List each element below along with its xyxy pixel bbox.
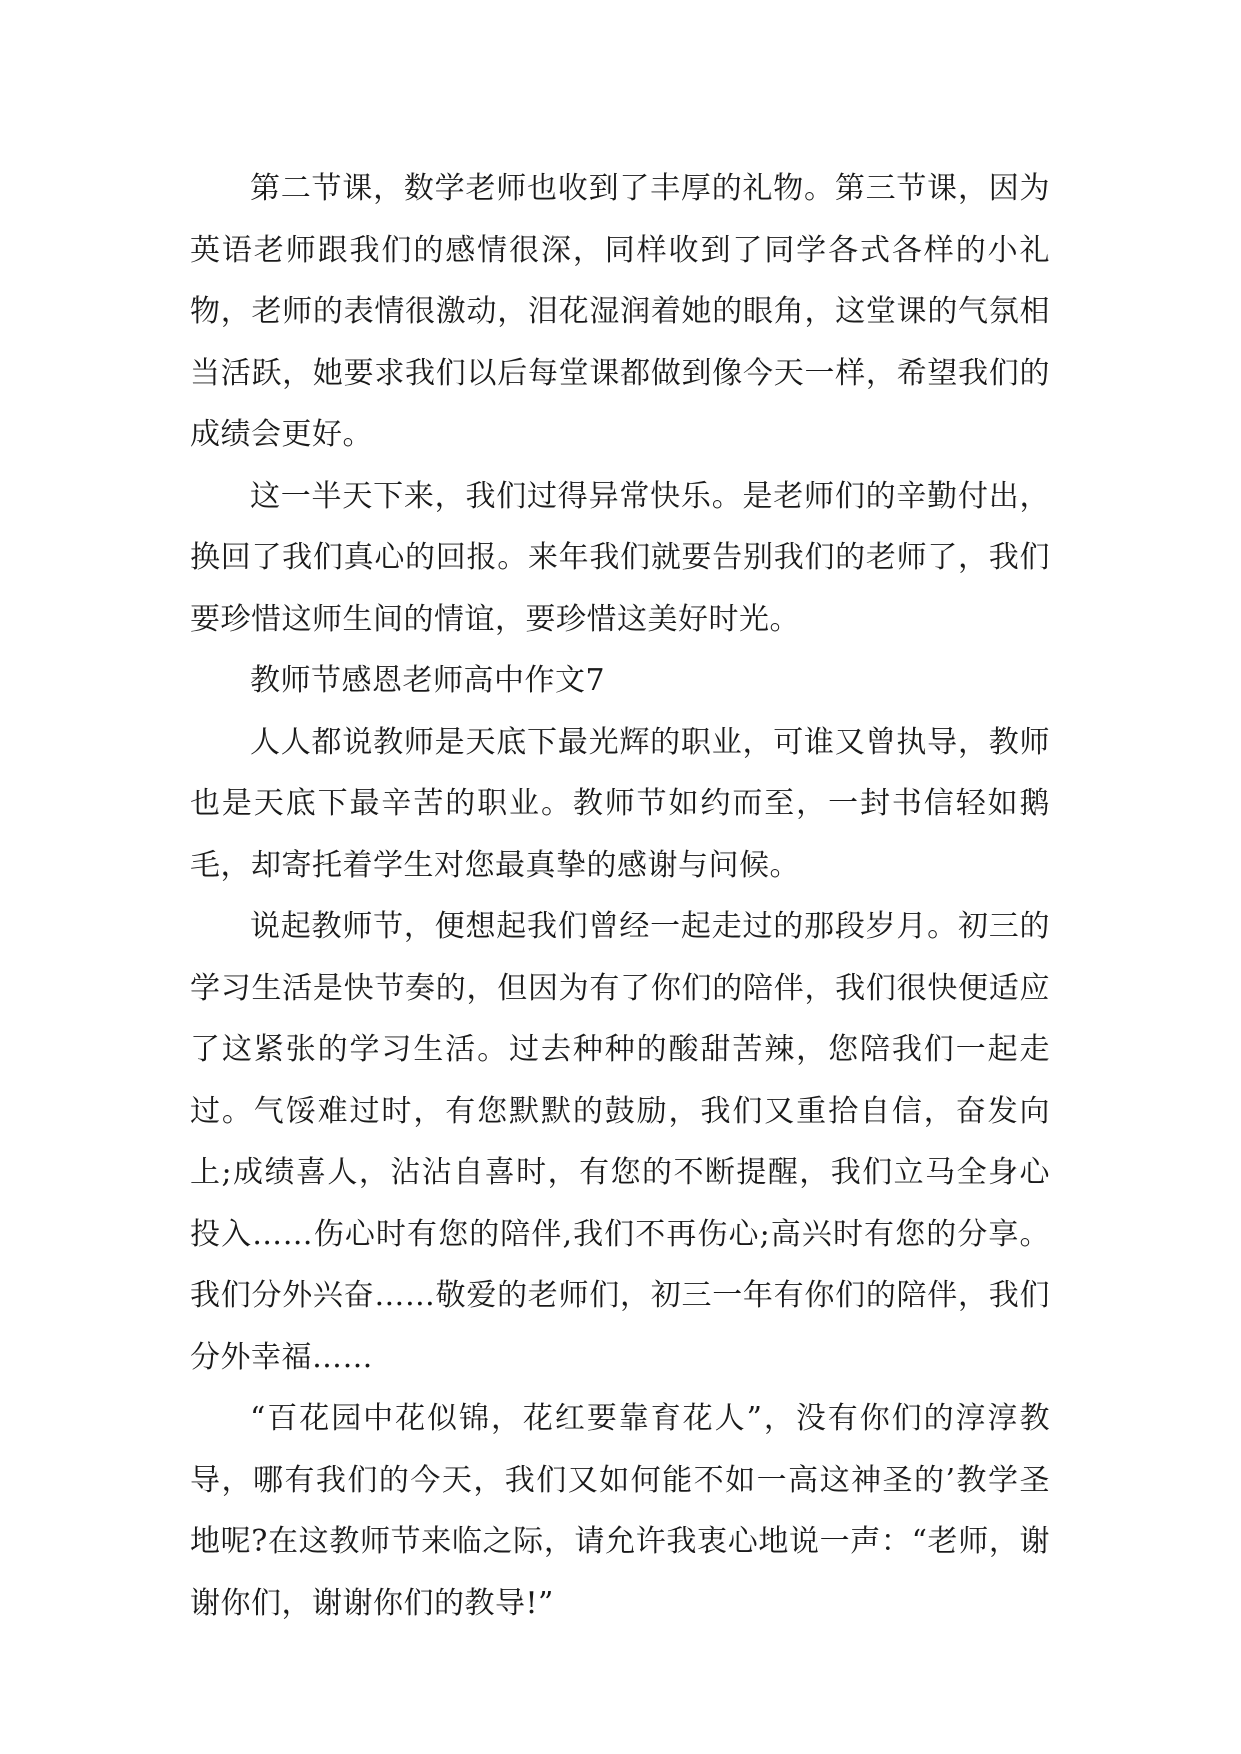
paragraph-memories: 说起教师节，便想起我们曾经一起走过的那段岁月。初三的学习生活是快节奏的，但因为有了你们的陪伴，我们很快便适应了这紧张的学习生活。过去种种的酸甜苦辣，您陪我们一起走过。气馁难过时，有您默默的鼓励，我们又重拾自信，奋发向上;成绩喜人，沾沾自喜时，有您的不断提醒，我们立马全身心投入……伤心时有您的陪伴,我们不再伤心;高兴时有您的分享。我们分外兴奋……敬爱的老师们，初三一年有你们的陪伴，我们分外幸福…… (190, 909, 1050, 1375)
paragraph-noble-profession: 人人都说教师是天底下最光辉的职业，可谁又曾执导，教师也是天底下最辛苦的职业。教师节如约而至，一封书信轻如鹅毛，却寄托着学生对您最真挚的感谢与问候。 (190, 724, 1050, 883)
paragraph-half-day: 这一半天下来，我们过得异常快乐。是老师们的辛勤付出，换回了我们真心的回报。来年我们就要告别我们的老师了，我们要珍惜这师生间的情谊，要珍惜这美好时光。 (190, 478, 1050, 637)
paragraph-gratitude: “百花园中花似锦，花红要靠育花人”，没有你们的淳淳教导，哪有我们的今天，我们又如何能不如一高这神圣的’教学圣地呢?在这教师节来临之际，请允许我衷心地说一声：“老师，谢谢你们，谢谢你们的教导!” (190, 1401, 1050, 1621)
essay-title: 教师节感恩老师高中作文7 (250, 663, 606, 698)
paragraph-second-class: 第二节课，数学老师也收到了丰厚的礼物。第三节课，因为英语老师跟我们的感情很深，同样收到了同学各式各样的小礼物，老师的表情很激动，泪花湿润着她的眼角，这堂课的气氛相当活跃，她要求我们以后每堂课都做到像今天一样，希望我们的成绩会更好。 (190, 171, 1050, 452)
document-body (190, 158, 1050, 1634)
